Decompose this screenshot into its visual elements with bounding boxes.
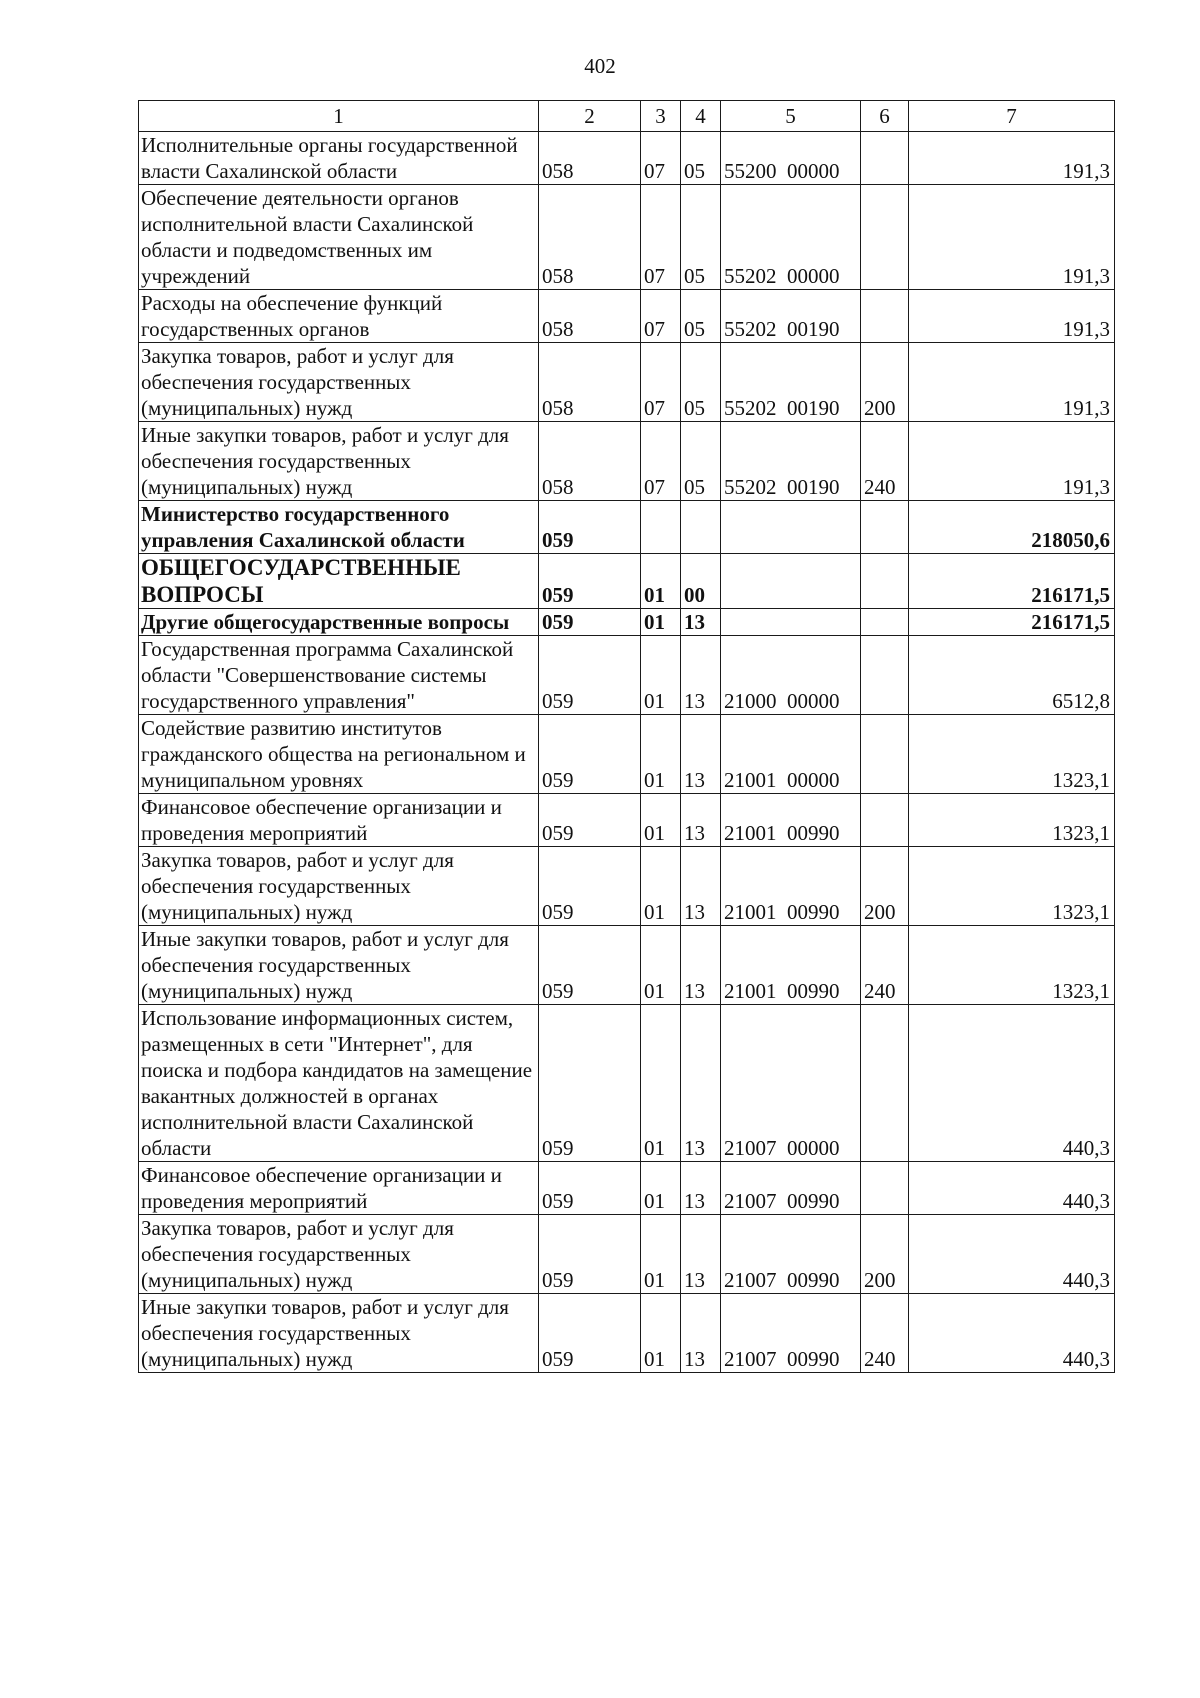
section-code-cell: 01 bbox=[641, 554, 681, 609]
section-code-cell: 01 bbox=[641, 794, 681, 847]
ministry-code-cell: 058 bbox=[539, 290, 641, 343]
amount-cell: 1323,1 bbox=[909, 794, 1115, 847]
section-code-cell: 07 bbox=[641, 185, 681, 290]
table-row bbox=[139, 794, 1115, 847]
expense-type-cell: 240 bbox=[861, 1294, 909, 1373]
ministry-code-cell: 059 bbox=[539, 715, 641, 794]
target-article-cell: 21007 00990 bbox=[721, 1162, 861, 1215]
expense-type-cell bbox=[861, 609, 909, 636]
ministry-code-cell: 059 bbox=[539, 609, 641, 636]
ministry-code-cell: 058 bbox=[539, 343, 641, 422]
expense-type-cell bbox=[861, 501, 909, 554]
table-row bbox=[139, 343, 1115, 422]
subsection-code-cell: 13 bbox=[681, 609, 721, 636]
ministry-code-cell: 059 bbox=[539, 636, 641, 715]
budget-table bbox=[138, 100, 1115, 1373]
expense-type-cell: 240 bbox=[861, 422, 909, 501]
ministry-code-cell: 059 bbox=[539, 794, 641, 847]
amount-cell: 216171,5 bbox=[909, 554, 1115, 609]
expense-type-cell bbox=[861, 132, 909, 185]
expense-type-cell bbox=[861, 794, 909, 847]
target-article-cell bbox=[721, 554, 861, 609]
amount-cell: 440,3 bbox=[909, 1005, 1115, 1162]
table-row bbox=[139, 926, 1115, 1005]
row-name-cell: Закупка товаров, работ и услуг для обеспечения государственных (муниципальных) нужд bbox=[139, 1215, 539, 1294]
table-row bbox=[139, 1215, 1115, 1294]
amount-cell: 440,3 bbox=[909, 1215, 1115, 1294]
section-code-cell: 01 bbox=[641, 1005, 681, 1162]
amount-cell: 191,3 bbox=[909, 343, 1115, 422]
subsection-code-cell: 05 bbox=[681, 422, 721, 501]
row-name-cell: Расходы на обеспечение функций государственных органов bbox=[139, 290, 539, 343]
amount-cell: 440,3 bbox=[909, 1162, 1115, 1215]
row-name-cell: Обеспечение деятельности органов исполнительной власти Сахалинской области и подведомственных им учреждений bbox=[139, 185, 539, 290]
target-article-cell: 21007 00990 bbox=[721, 1294, 861, 1373]
subsection-code-cell: 13 bbox=[681, 715, 721, 794]
section-code-cell: 01 bbox=[641, 636, 681, 715]
target-article-cell: 55202 00190 bbox=[721, 290, 861, 343]
expense-type-cell bbox=[861, 1005, 909, 1162]
column-header: 4 bbox=[681, 101, 721, 132]
table-row bbox=[139, 636, 1115, 715]
section-code-cell: 01 bbox=[641, 926, 681, 1005]
row-name-cell: Другие общегосударственные вопросы bbox=[139, 609, 539, 636]
expense-type-cell bbox=[861, 185, 909, 290]
subsection-code-cell: 13 bbox=[681, 1215, 721, 1294]
subsection-code-cell: 13 bbox=[681, 636, 721, 715]
expense-type-cell bbox=[861, 636, 909, 715]
subsection-code-cell: 13 bbox=[681, 847, 721, 926]
table-row bbox=[139, 422, 1115, 501]
ministry-code-cell: 059 bbox=[539, 1162, 641, 1215]
subsection-code-cell: 05 bbox=[681, 132, 721, 185]
subsection-code-cell: 05 bbox=[681, 185, 721, 290]
amount-cell: 218050,6 bbox=[909, 501, 1115, 554]
subsection-code-cell: 13 bbox=[681, 926, 721, 1005]
target-article-cell: 55202 00190 bbox=[721, 422, 861, 501]
target-article-cell: 21001 00990 bbox=[721, 847, 861, 926]
table-row bbox=[139, 132, 1115, 185]
amount-cell: 1323,1 bbox=[909, 847, 1115, 926]
table-row bbox=[139, 715, 1115, 794]
section-code-cell: 07 bbox=[641, 343, 681, 422]
row-name-cell: ОБЩЕГОСУДАРСТВЕННЫЕ ВОПРОСЫ bbox=[139, 554, 539, 609]
target-article-cell: 21007 00990 bbox=[721, 1215, 861, 1294]
target-article-cell: 21000 00000 bbox=[721, 636, 861, 715]
amount-cell: 216171,5 bbox=[909, 609, 1115, 636]
expense-type-cell: 200 bbox=[861, 343, 909, 422]
expense-type-cell bbox=[861, 715, 909, 794]
table-row bbox=[139, 290, 1115, 343]
ministry-code-cell: 058 bbox=[539, 185, 641, 290]
row-name-cell: Исполнительные органы государственной власти Сахалинской области bbox=[139, 132, 539, 185]
table-row bbox=[139, 847, 1115, 926]
page-number: 402 bbox=[584, 54, 616, 78]
subsection-code-cell: 05 bbox=[681, 290, 721, 343]
ministry-code-cell: 059 bbox=[539, 501, 641, 554]
table-row bbox=[139, 1162, 1115, 1215]
amount-cell: 1323,1 bbox=[909, 926, 1115, 1005]
target-article-cell: 21001 00000 bbox=[721, 715, 861, 794]
table-row bbox=[139, 1005, 1115, 1162]
subsection-code-cell: 05 bbox=[681, 343, 721, 422]
section-code-cell: 01 bbox=[641, 715, 681, 794]
ministry-code-cell: 059 bbox=[539, 1005, 641, 1162]
target-article-cell bbox=[721, 609, 861, 636]
section-code-cell: 01 bbox=[641, 1162, 681, 1215]
amount-cell: 191,3 bbox=[909, 185, 1115, 290]
table-row bbox=[139, 554, 1115, 609]
row-name-cell: Финансовое обеспечение организации и проведения мероприятий bbox=[139, 1162, 539, 1215]
subsection-code-cell bbox=[681, 501, 721, 554]
target-article-cell: 55202 00190 bbox=[721, 343, 861, 422]
ministry-code-cell: 059 bbox=[539, 1215, 641, 1294]
target-article-cell: 21001 00990 bbox=[721, 794, 861, 847]
row-name-cell: Иные закупки товаров, работ и услуг для обеспечения государственных (муниципальных) нужд bbox=[139, 422, 539, 501]
amount-cell: 440,3 bbox=[909, 1294, 1115, 1373]
expense-type-cell bbox=[861, 290, 909, 343]
table-row bbox=[139, 501, 1115, 554]
ministry-code-cell: 058 bbox=[539, 132, 641, 185]
row-name-cell: Закупка товаров, работ и услуг для обеспечения государственных (муниципальных) нужд bbox=[139, 343, 539, 422]
column-header: 1 bbox=[139, 101, 539, 132]
expense-type-cell: 200 bbox=[861, 847, 909, 926]
section-code-cell: 01 bbox=[641, 609, 681, 636]
amount-cell: 6512,8 bbox=[909, 636, 1115, 715]
expense-type-cell: 200 bbox=[861, 1215, 909, 1294]
row-name-cell: Иные закупки товаров, работ и услуг для обеспечения государственных (муниципальных) нужд bbox=[139, 926, 539, 1005]
ministry-code-cell: 059 bbox=[539, 554, 641, 609]
expense-type-cell bbox=[861, 1162, 909, 1215]
ministry-code-cell: 059 bbox=[539, 926, 641, 1005]
column-header: 6 bbox=[861, 101, 909, 132]
table-row bbox=[139, 1294, 1115, 1373]
column-header: 2 bbox=[539, 101, 641, 132]
amount-cell: 1323,1 bbox=[909, 715, 1115, 794]
target-article-cell: 21007 00000 bbox=[721, 1005, 861, 1162]
amount-cell: 191,3 bbox=[909, 290, 1115, 343]
row-name-cell: Финансовое обеспечение организации и проведения мероприятий bbox=[139, 794, 539, 847]
column-header: 7 bbox=[909, 101, 1115, 132]
row-name-cell: Использование информационных систем, размещенных в сети "Интернет", для поиска и подбора кандидатов на замещение вакантных должностей в органах исполнительной власти Сахалинской области bbox=[139, 1005, 539, 1162]
subsection-code-cell: 13 bbox=[681, 1162, 721, 1215]
section-code-cell: 07 bbox=[641, 422, 681, 501]
table-row bbox=[139, 185, 1115, 290]
row-name-cell: Государственная программа Сахалинской области "Совершенствование системы государственного управления" bbox=[139, 636, 539, 715]
column-header: 5 bbox=[721, 101, 861, 132]
row-name-cell: Содействие развитию институтов гражданского общества на региональном и муниципальном уровнях bbox=[139, 715, 539, 794]
target-article-cell: 21001 00990 bbox=[721, 926, 861, 1005]
ministry-code-cell: 058 bbox=[539, 422, 641, 501]
amount-cell: 191,3 bbox=[909, 422, 1115, 501]
table-row bbox=[139, 609, 1115, 636]
row-name-cell: Закупка товаров, работ и услуг для обеспечения государственных (муниципальных) нужд bbox=[139, 847, 539, 926]
ministry-code-cell: 059 bbox=[539, 1294, 641, 1373]
target-article-cell: 55200 00000 bbox=[721, 132, 861, 185]
amount-cell: 191,3 bbox=[909, 132, 1115, 185]
row-name-cell: Иные закупки товаров, работ и услуг для обеспечения государственных (муниципальных) нужд bbox=[139, 1294, 539, 1373]
section-code-cell: 07 bbox=[641, 132, 681, 185]
target-article-cell bbox=[721, 501, 861, 554]
budget-table-container bbox=[138, 100, 1114, 1373]
column-header: 3 bbox=[641, 101, 681, 132]
section-code-cell: 01 bbox=[641, 1294, 681, 1373]
table-body bbox=[139, 132, 1115, 1373]
section-code-cell: 07 bbox=[641, 290, 681, 343]
subsection-code-cell: 13 bbox=[681, 1294, 721, 1373]
column-number-row bbox=[139, 101, 1115, 132]
expense-type-cell bbox=[861, 554, 909, 609]
subsection-code-cell: 13 bbox=[681, 1005, 721, 1162]
section-code-cell: 01 bbox=[641, 1215, 681, 1294]
ministry-code-cell: 059 bbox=[539, 847, 641, 926]
target-article-cell: 55202 00000 bbox=[721, 185, 861, 290]
expense-type-cell: 240 bbox=[861, 926, 909, 1005]
section-code-cell bbox=[641, 501, 681, 554]
row-name-cell: Министерство государственного управления Сахалинской области bbox=[139, 501, 539, 554]
subsection-code-cell: 00 bbox=[681, 554, 721, 609]
subsection-code-cell: 13 bbox=[681, 794, 721, 847]
section-code-cell: 01 bbox=[641, 847, 681, 926]
